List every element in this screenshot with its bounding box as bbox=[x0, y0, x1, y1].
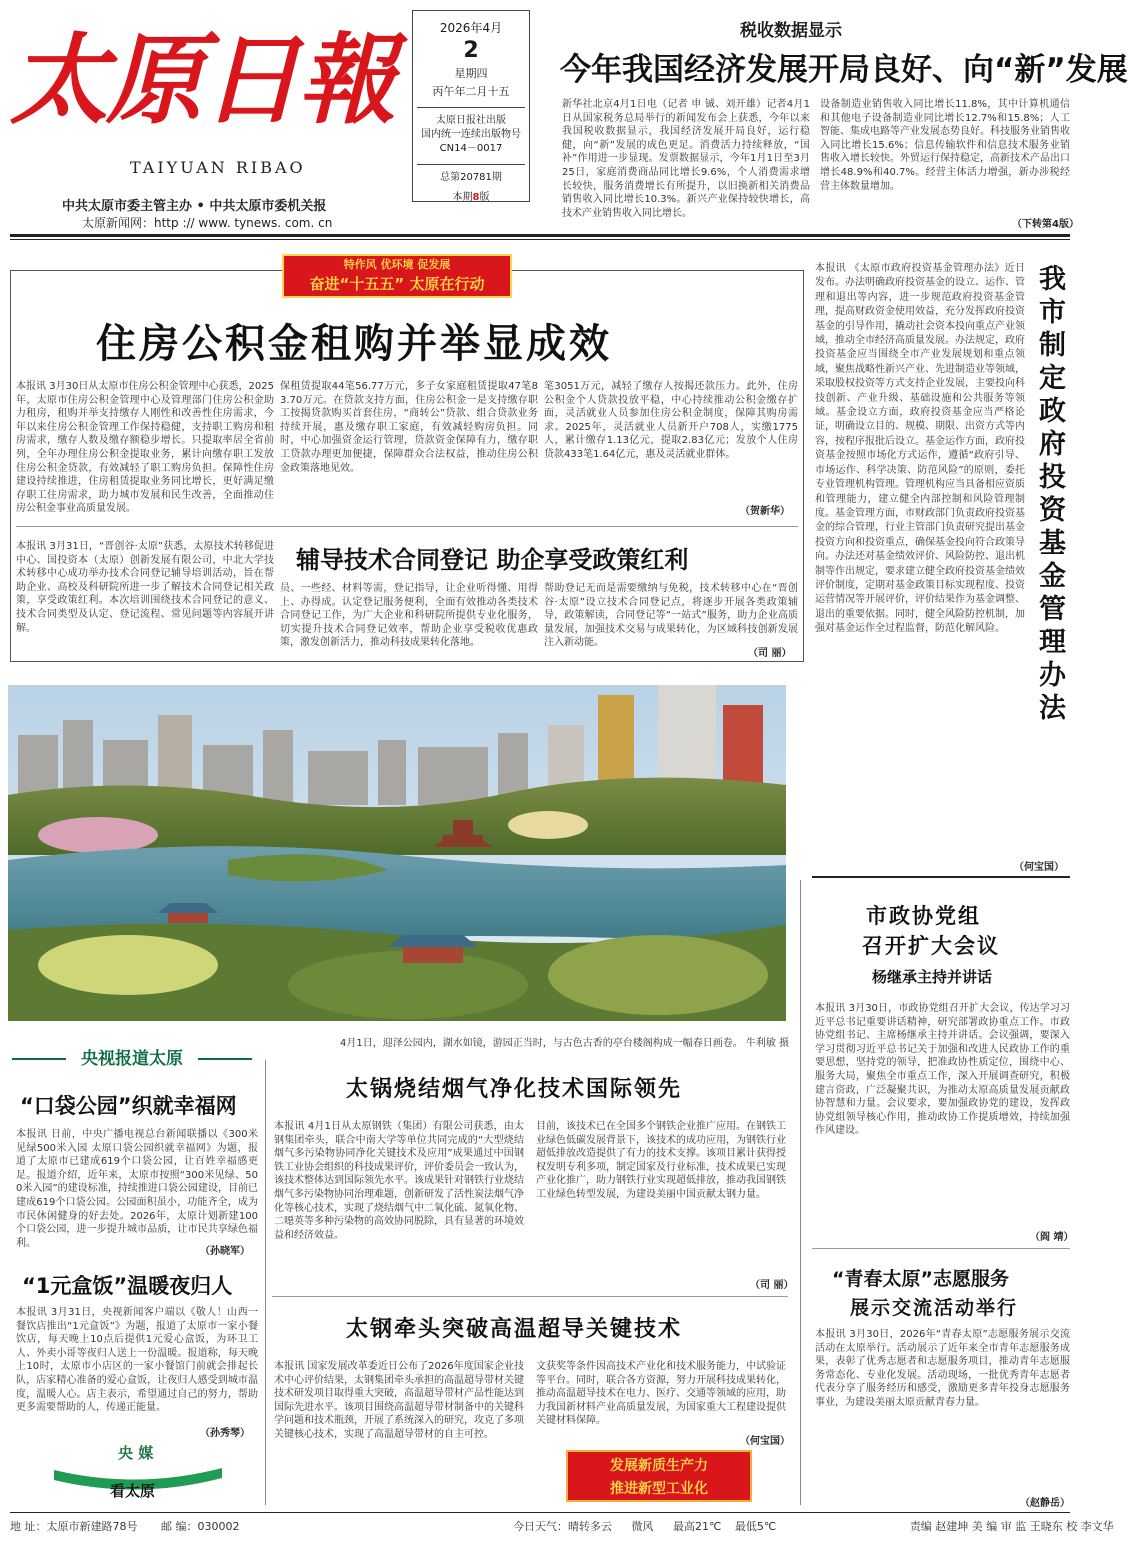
top-story-kicker: 税收数据显示 bbox=[740, 21, 842, 41]
date-lunar: 丙午年二月十五 bbox=[432, 85, 510, 98]
tech-contract-text-b: 员、一些经、材料等需，登记指导，让企业听得懂、用得上、办得成。认定登记服务便利，全面有效推动各类技术合同登记工作，为广大企业和科研院所提供专业化服务，切实提升技术合同登记效率，帮助企业享受税收优惠政策，激发创新活力，推动科技成果转化落地。 bbox=[280, 583, 538, 649]
masthead-sponsors: 中共太原市委主管主办 • 中共太原市委机关报 bbox=[62, 199, 327, 214]
top-story-headline[interactable]: 今年我国经济发展开局良好、向“新”发展 bbox=[560, 52, 1128, 88]
footer-high: 最高21℃ bbox=[673, 1520, 722, 1533]
footer-postcode: 邮 编：030002 bbox=[161, 1520, 240, 1533]
tech-contract-byline: （司 丽） bbox=[748, 648, 792, 659]
fund-text: 本报讯 《太原市政府投资基金管理办法》近日发布。办法明确政府投资基金的设立、运作、管理和退出等内容，进一步规范政府投资基金管理，提高财政资金使用效益，充分发挥政府投资基金的引导作用，撬动社会资本投向重点产业领域，推动全市经济高质量发展。办法规定，政府投资基金应当围绕全市产业发展规划和重点领域，聚焦战略性新兴产业、先进制造业等领域，采取股权投资等方式支持企业发展，主要投向科技创新、产业升级、基础设施和公共服务等领域。基金设立方面，政府投资基金应当严格论证，明确设立目的、规模、期限、出资方式等内容，按程序报批后设立。基金运作方面，政府投资基金按照市场化方式运作，遵循“政府引导、市场运作、科学决策、防范风险”的原则，委托专业管理机构管理。管理机构应当具备相应资质和管理能力，建立健全内部控制和风险管理制度。基金管理方面，市财政部门负责政府投资基金的综合管理，行业主管部门负责研究提出基金投资方向和投资重点，确保基金投向符合政策导向。办法还对基金绩效评价、风险防控、退出机制等作出规定，要求建立健全政府投资基金绩效评价制度，定期对基金政策目标实现程度、投资运营情况等开展评价，评价结果作为基金调整、退出的重要依据。同时，健全风险防控机制，加强对基金运作全过程监督，防范化解风险。 bbox=[815, 263, 1025, 635]
housing-text-c: 笔3051万元，减轻了缴存人按揭还款压力。此外，住房公积金个人贷款投放平稳，中心持续推动公积金缴存扩面，灵活就业人员参加住房公积金制度，保障其购房需求。2025年，灵活就业人员新开户708人，实缴1775人，累计缴存1.13亿元，提取2.83亿元；发放个人住房贷款433笔1.64亿元，惠及灵活就业群体。 bbox=[544, 381, 798, 460]
tech-contract-headline[interactable]: 辅导技术合同登记 助企享受政策红利 bbox=[296, 546, 689, 574]
housing-text-a: 本报讯 3月30日从太原市住房公积金管理中心获悉，2025年，太原市住房公积金管理中心及管理部门住房公积金助力租房，租购并举支持缴存人刚性和改善性住房需求，今年以来住房公积金管理工作保持稳健，支持职工购房和租房需求，缴存人数及缴存额稳步增长。只提取率居全省前列，全年办理住房公积金提取业务，累计向缴存职工发放住房公积金贷款，有效减轻了职工购房负担。保障性住房建设持续推进，住房租赁提取业务同比增长，更好满足缴存职工住房需求，助力城市发展和民生改善，全面推动住房公积金事业高质量发展。 bbox=[16, 381, 274, 515]
date-year-month: 2026年4月 bbox=[439, 21, 503, 35]
fund-byline: （何宝国） bbox=[1014, 862, 1064, 873]
park-photo[interactable] bbox=[8, 685, 786, 1021]
cppcc-byline: （阎 靖） bbox=[1030, 1232, 1074, 1243]
issue-number: 总第20781期 bbox=[440, 172, 502, 183]
lunchbox-byline: （孙秀琴） bbox=[200, 1428, 250, 1439]
tech-contract-text-c: 帮助登记无而是需要缴纳与免税，技术转移中心在“晋创谷·太原”设立技术合同登记点，将逐步开展各类政策辅导，政策解读，合同登记等“一站式”服务，助力企业高质量发展，加强技术交易与成果转化，为区域科技创新发展注入新动能。 bbox=[544, 583, 798, 649]
footer-editor: 责编 赵建坤 美 编 审 监 王晓东 校 李文华 bbox=[909, 1520, 1114, 1533]
campaign-banner-top: 特作风 优环境 促发展 bbox=[343, 258, 451, 271]
pocket-park-headline[interactable]: “口袋公园”织就幸福网 bbox=[20, 1094, 237, 1118]
housing-headline[interactable]: 住房公积金租购并举显成效 bbox=[96, 320, 612, 367]
flue-gas-text-b: 目前，该技术已在全国多个钢铁企业推广应用。在钢铁工业绿色低碳发展背景下，该技术的成功应用，为钢铁行业超低排放改造提供了有力的技术支撑。该项目累计获得授权发明专利多项，制定国家及行业标准，技术成果已实现产业化推广，助力钢铁行业实现超低排放，推动我国钢铁工业绿色转型发展，为建设美丽中国贡献太钢力量。 bbox=[536, 1121, 786, 1200]
campaign-banner bbox=[282, 254, 512, 298]
campaign-banner-main: 奋进“十五五” 太原在行动 bbox=[309, 275, 485, 293]
footer-weather: 今日天气：晴转多云 bbox=[513, 1520, 612, 1533]
cctv-section-tag: 央视报道太原 bbox=[12, 1046, 252, 1072]
housing-byline: （贺新华） bbox=[740, 506, 790, 517]
date-box bbox=[412, 10, 530, 202]
cppcc-text: 本报讯 3月30日，市政协党组召开扩大会议，传达学习习近平总书记重要讲话精神，研究部署政协重点工作。市政协党组书记、主席杨继承主持并讲话。会议强调，要深入学习贯彻习近平总书记关于加强和改进人民政协工作的重要思想，坚持党的领导，把准政协性质定位，围绕中心、服务大局，聚焦全市重点工作，深入开展调查研究，积极建言资政，广泛凝聚共识，为推动太原高质量发展贡献政协智慧和力量。会议要求，要加强政协党的建设，发挥政协党组领导核心作用，推动政协工作提质增效，持续加强作风建设。 bbox=[815, 1003, 1070, 1137]
lunchbox-text: 本报讯 3月31日，央视新闻客户端以《敬人！山西一餐饮店推出“1元盒饭”》为题，报道了太原市一家小餐饮店，每天晚上10点后提供1元爱心盒饭，为环卫工人、外卖小哥等夜归人送上一份温暖。报道称，每天晚上10时，太原市小店区的一家小餐馆门前就会排起长队，店家精心准备的爱心盒饭，让夜归人感受到城市温度，温暖人心。店主表示，希望通过自己的努力，帮助更多需要帮助的人，传递正能量。 bbox=[16, 1307, 258, 1414]
superconductor-text-b: 文获奖等条件因高技术产业化和技术服务能力，中试验证等平台。同时，联合各方资源，努力开展科技成果转化，推动高温超导技术在电力、医疗、交通等领域的应用，助力我国新材料产业高质量发展，为国家重大工程建设提供关键材料保障。 bbox=[536, 1361, 786, 1427]
masthead-pinyin: TAIYUAN RIBAO bbox=[130, 158, 306, 177]
new-productivity-banner bbox=[566, 1450, 752, 1502]
superconductor-text-a: 本报讯 国家发展改革委近日公布了2026年度国家企业技术中心评价结果，太钢集团牵头承担的高温超导带材关键技术研发项目取得重大突破，高温超导带材产品性能达到国际先进水平。该项目围绕高温超导带材制备中的关键科学问题和技术瓶颈，开展了系统深入的研究，攻克了多项关键核心技术，实现了高温超导带材的自主可控。 bbox=[274, 1361, 524, 1440]
housing-text-b: 保租赁提取44笔56.77万元，多子女家庭租赁提取47笔83.70万元。在贷款支持方面，住房公积金一是支持缴存职工按揭贷款购买首套住房，“商转公”贷款、组合贷款业务持续开展，惠及缴存职工家庭，有效减轻购房负担。同时，中心加强资金运行管理，贷款资金保障有力，缴存职工贷款办理更加便捷，保障群众合法权益，推动住房公积金政策落地见效。 bbox=[280, 381, 538, 474]
fund-vertical-headline[interactable]: 我市制定政府投资基金管理办法 bbox=[1034, 264, 1065, 726]
top-story-text-2: 设备制造业销售收入同比增长11.8%，其中计算机通信和其他电子设备制造业同比增长12.7%和15.8%；人工智能、集成电路等产业发展态势良好。科技服务业销售收入同比增长15.6%；信息传输软件和信息技术服务业销售收入增长较快。外贸运行保持稳定，高新技术产品出口增长48.9%和40.7%。经营主体活力增强，新办涉税经营主体数量增加。 bbox=[820, 99, 1070, 192]
cctv-logo-bottom: 看太原 bbox=[110, 1482, 156, 1500]
cctv-logo bbox=[50, 1440, 226, 1502]
issn: CN14－0017 bbox=[439, 143, 503, 154]
masthead-logo: 太原日報 bbox=[10, 23, 395, 138]
new-productivity-bottom: 推进新型工业化 bbox=[610, 1481, 708, 1497]
photo-caption: 4月1日，迎泽公园内，湖水如镜，游园正当时，与古色古香的亭台楼阁构成一幅春日画卷。 牛利敏 摄 bbox=[340, 1038, 790, 1049]
pocket-park-byline: （孙晓军） bbox=[200, 1246, 250, 1257]
footer-wind: 微风 bbox=[631, 1520, 654, 1533]
flue-gas-byline: （司 丽） bbox=[750, 1280, 794, 1291]
top-story-text-1: 新华社北京4月1日电（记者 申 铖、刘开雄）记者4月1日从国家税务总局举行的新闻发布会上获悉，今年以来我国税收数据显示，我国经济发展开局良好，运行稳健，向“新”发展的成色更足。消费活力持续释放，“国补”作用进一步显现。发票数据显示，今年1月1日至3月25日，家庭消费商品同比增长9.6%，个人消费需求增长较快，服务消费增长有所提升，以旧换新相关消费品销售收入同比增长10.3%。新兴产业保持较快增长，高技术产业销售收入同比增长。 bbox=[562, 99, 810, 219]
page-count: 本期8版 bbox=[452, 192, 490, 203]
superconductor-headline[interactable]: 太钢牵头突破高温超导关键技术 bbox=[346, 1317, 683, 1342]
volunteer-byline: （赵静岳） bbox=[1020, 1498, 1070, 1509]
volunteer-headline-2[interactable]: 展示交流活动举行 bbox=[850, 1297, 1019, 1319]
flue-gas-headline[interactable]: 太锅烧结烟气净化技术国际领先 bbox=[346, 1077, 683, 1102]
masthead-website[interactable]: 太原新闻网：http :// www. tynews. com. cn bbox=[82, 216, 333, 230]
tech-contract-text-a: 本报讯 3月31日，“晋创谷·太原”获悉，太原技术转移促进中心、国投资本（太原）创新发展有限公司，中北大学技术转移中心成功举办技术合同登记辅导培训活动，旨在帮助企业、高校及科研院所进一步了解技术合同登记相关政策，享受政策红利。本次培训围绕技术合同登记的意义、技术合同类型及认定、登记流程、常见问题等内容展开讲解。 bbox=[16, 541, 274, 634]
park-photo-image bbox=[8, 685, 786, 1021]
superconductor-byline: （何宝国） bbox=[740, 1436, 790, 1447]
date-weekday: 星期四 bbox=[454, 67, 488, 80]
top-story-continued[interactable]: （下转第4版） bbox=[1012, 219, 1079, 230]
new-productivity-top: 发展新质生产力 bbox=[610, 1458, 708, 1474]
footer-low: 最低5℃ bbox=[734, 1520, 777, 1533]
date-day: 2 bbox=[463, 38, 479, 63]
flue-gas-text-a: 本报讯 4月1日从太原钢铁（集团）有限公司获悉，由太钢集团牵头，联合中南大学等单位共同完成的“大型烧结烟气多污染物协同净化关键技术及应用”成果通过中国钢铁工业协会组织的科技成果评价，评价委员会一致认为，该技术整体达到国际领先水平。该成果针对钢铁行业烧结烟气多污染物协同治理难题，创新研发了活性炭法烟气净化等核心技术，实现了烧结烟气中二氧化硫、氮氧化物、二噁英等多种污染物的高效协同脱除，具有显著的环境效益和经济效益。 bbox=[274, 1121, 524, 1241]
lunchbox-headline[interactable]: “1元盒饭”温暖夜归人 bbox=[22, 1274, 233, 1298]
cppcc-headline-2[interactable]: 召开扩大会议 bbox=[862, 934, 1000, 958]
publisher: 太原日报社出版 bbox=[436, 115, 506, 126]
cppcc-headline-1[interactable]: 市政协党组 bbox=[866, 904, 981, 928]
issn-label: 国内统一连续出版物号 bbox=[421, 129, 521, 140]
volunteer-text: 本报讯 3月30日，2026年“青春太原”志愿服务展示交流活动在太原举行。活动展示了近年来全市青年志愿服务成果，表彰了优秀志愿者和志愿服务项目，推动青年志愿服务常态化、专业化发展。活动现场，一批优秀青年志愿者代表分享了服务经历和感受，激励更多青年投身志愿服务事业，为建设美丽太原贡献青春力量。 bbox=[815, 1329, 1070, 1408]
pocket-park-text: 本报讯 日前，中央广播电视总台新闻联播以《300米见绿500米入园 太原口袋公园织就幸福网》为题，报道了太原市已建成619个口袋公园，让百姓幸福感更足。报道介绍，近年来，太原市按照“300米见绿、500米入园”的建设标准，持续推进口袋公园建设，目前已建成619个口袋公园。公园面积虽小，功能齐全，成为市民休闲健身的好去处。2026年，太原计划新建100个口袋公园，进一步提升城市品质，让市民共享绿色福利。 bbox=[16, 1129, 258, 1249]
volunteer-headline-1[interactable]: “青春太原”志愿服务 bbox=[832, 1268, 1009, 1290]
cctv-logo-top: 央 媒 bbox=[118, 1444, 154, 1462]
footer bbox=[10, 1518, 1114, 1534]
footer-address: 地 址：太原市新建路78号 bbox=[10, 1520, 138, 1533]
cppcc-subhead: 杨继承主持并讲话 bbox=[872, 968, 993, 986]
